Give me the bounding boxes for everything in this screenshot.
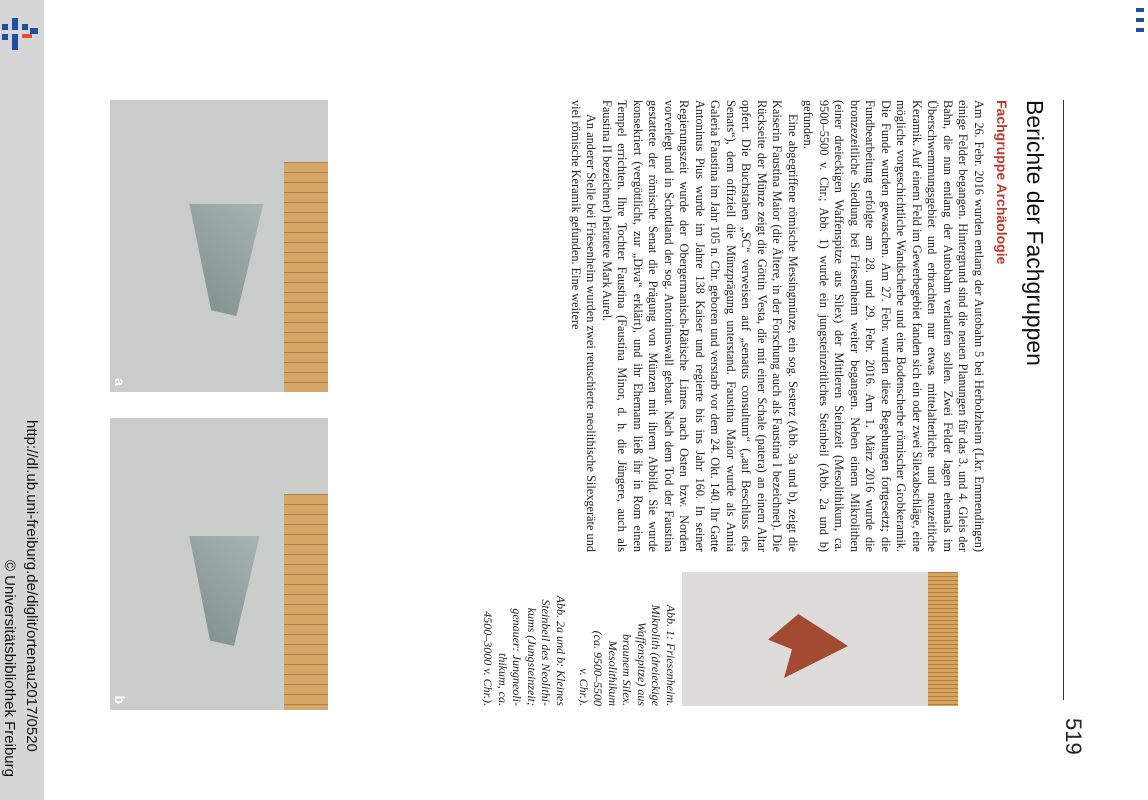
page-title: Berichte der Fachgruppen	[1022, 100, 1048, 366]
body-text	[568, 100, 987, 552]
section-heading: Fachgruppe Archäologie	[994, 100, 1010, 265]
paragraph: Eine abgegriffene römische Messingmünze, ein sog. Sesterz (Abb. 3a und b), zeigt die Kaiserin Faustina Maior (die Ältere, in der Forschung auch als Faustina I bezeichnet). Die Rückseite der Münze zeigt die Göttin Vesta, die mit einer Schale (patera) an einem Altar opfert. Die Buchstaben „SC“ verweisen auf „senatus consultum“ („auf Beschluss des Senats“), dem offiziell die Münzprägung unterstand. Faustina Maior wurde als Annia Galeria Faustina im Jahr 105 n. Chr. geboren und verstarb vor dem 24. Okt. 140. Ihr Gatte Antoninus Pius wurde im Jahre 138 Kaiser und regierte bis ins Jahr 160. In seiner Regierungszeit wurde der Obergermanisch-Rätische Limes nach Osten bzw. Norden vorverlegt und in Schottland der sog. Antoninuswall gebaut. Nach dem Tod der Faustina gestattete der römische Senat die Prägung von Münzen mit ihrem Abbild. Sie wurde konsekriert (vergöttlicht, zur „Diva“ erklärt), und ihr Ehemann ließ ihr in Rom einen Tempel errichten. Ihre Tochter Faustina (Faustina Minor, d. h. die Jüngere, auch als Faustina II bezeichnet) heiratete Mark Aurel.	[600, 100, 800, 552]
paragraph: An anderer Stelle bei Friesenheim wurden zwei retuschierte neolithische Silexgeräte und viel römische Keramik gefunden. Eine weitere	[569, 100, 599, 552]
figure-1-caption: Abb. 1: Friesenheim. Mikrolith (dreieckige Waffenspitze) aus braunem Silex. Mesolithikum (ca. 9500–5500 v. Chr.).	[577, 604, 678, 706]
photo-label-a: a	[112, 378, 128, 386]
scale-ruler	[284, 494, 328, 710]
stone-axe-artifact	[186, 204, 270, 316]
stone-axe-artifact	[186, 536, 266, 646]
figure-2b-photo	[110, 418, 328, 710]
header-rule	[1063, 100, 1064, 700]
scale-ruler	[284, 162, 328, 392]
figure-1-photo	[682, 572, 958, 706]
photo-label-b: b	[112, 695, 128, 704]
page-number: 519	[1061, 718, 1086, 755]
source-url[interactable]: http://dl.ub.uni-freiburg.de/diglit/ortenau2017/0520	[23, 420, 40, 752]
paragraph: Am 26. Febr. 2016 wurden entlang der Autobahn 5 bei Herbolzheim (Lkr. Emmendingen) einige Felder begangen. Hintergrund sind die neuen Planungen für das 3. und 4. Gleis der Bahn, die nun entlang der Autobahn verlaufen sollen. Zwei Felder lagen ehemals im Überschwemmungsgebiet und erbrachten nur etwas mittelalterliche und neuzeitliche Keramik. Auf einem Feld im Gewerbegebiet fanden sich ein oder zwei Silexabschläge, eine mögliche vorgeschichtliche Wandscherbe und eine Bodenscherbe römischer Grobkeramik. Die Funde wurden gewaschen. Am 27. Febr. wurden diese Begehungen fortgesetzt; die Fundbearbeitung erfolgte am 28. und 29. Febr. 2016. Am 1. März 2016 wurde die bronzezeitliche Siedlung bei Friesenheim weiter begangen. Neben einem Mikrolithen (einer dreieckigen Waffenspitze aus Silex) der Mittleren Steinzeit (Mesolithikum, ca. 9500–5500 v. Chr.; Abb. 1) wurde ein jungsteinzeitliches Steinbeil (Abb. 2a und b) gefunden.	[801, 100, 986, 552]
copyright-notice: © Universitätsbibliothek Freiburg	[1, 560, 18, 777]
figure-2-caption: Abb. 2a und b: Kleines Steinbeil des Neolithi- kums (Jungsteinzeit; genauer: Jungneoli- thikum, ca. 4500–3000 v. Chr.).	[481, 595, 568, 706]
arrowhead-artifact	[768, 614, 848, 678]
scale-ruler	[928, 572, 958, 706]
figure-2a-photo	[110, 100, 328, 392]
